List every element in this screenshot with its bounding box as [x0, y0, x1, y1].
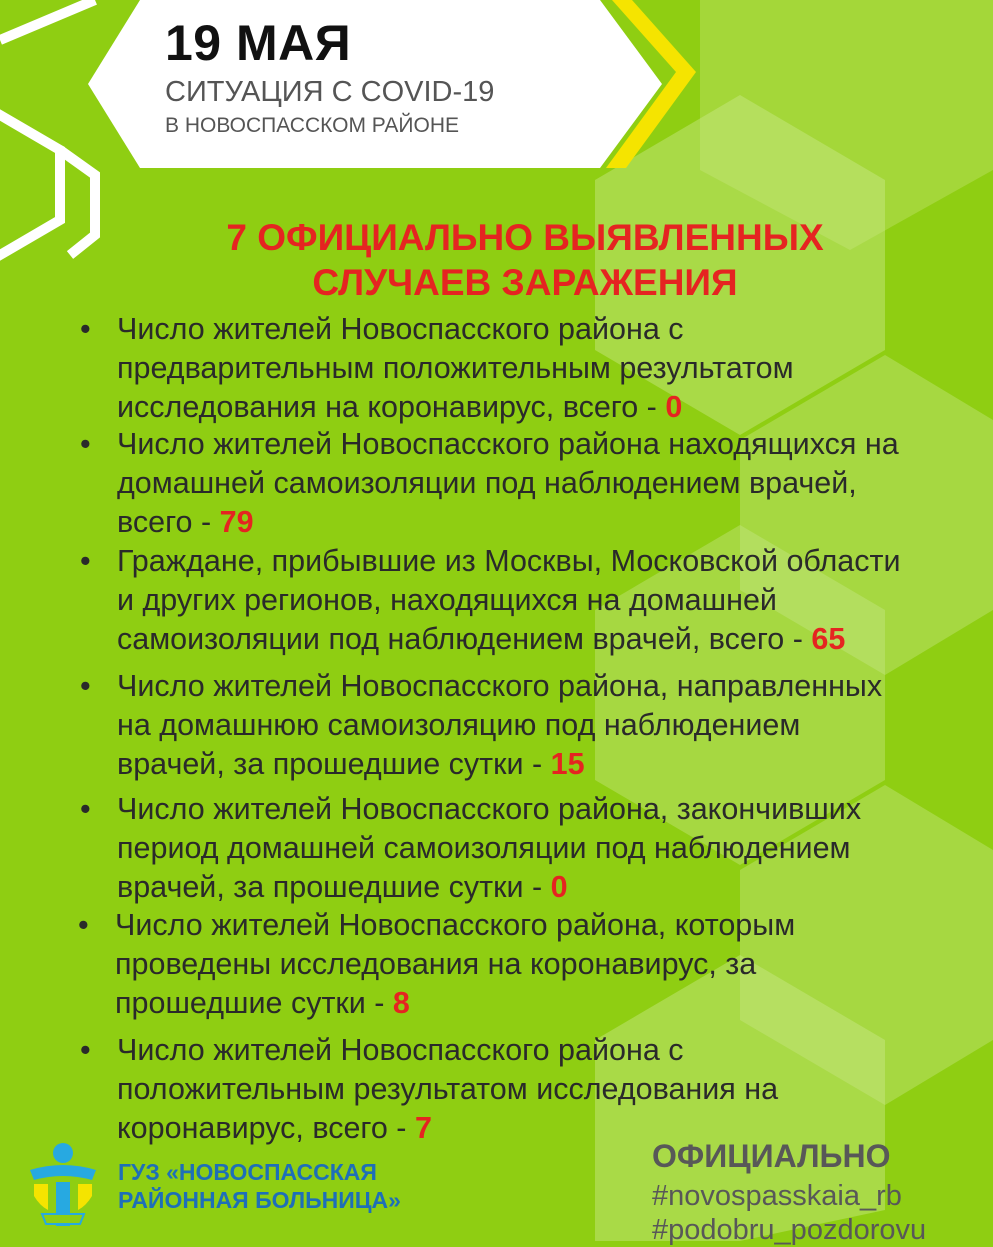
stat-text: Число жителей Новоспасского района, которым проведены исследования на коронавирус, за прошедшие сутки - 8	[115, 908, 796, 1020]
stat-text: Число жителей Новоспасского района находящихся на домашней самоизоляции под наблюдением врачей, всего - 79	[117, 427, 899, 539]
stat-value: 8	[392, 986, 410, 1020]
header-region: В НОВОСПАССКОМ РАЙОНЕ	[165, 114, 459, 137]
stat-item	[80, 667, 975, 784]
bullet-icon: •	[78, 908, 89, 942]
stat-value: 0	[550, 870, 568, 904]
stat-item	[80, 1031, 975, 1148]
headline-line1: 7 ОФИЦИАЛЬНО ВЫЯВЛЕННЫХ	[226, 217, 824, 258]
bullet-icon: •	[80, 1033, 91, 1067]
stat-item	[80, 425, 975, 542]
stat-value: 7	[414, 1111, 432, 1145]
bullet-icon: •	[80, 312, 91, 346]
stat-text: Число жителей Новоспасского района, направленных на домашнюю самоизоляцию под наблюдением врачей, за прошедшие сутки - 15	[117, 669, 883, 781]
stat-text: Число жителей Новоспасского района с положительным результатом исследования на коронавирус, всего - 7	[117, 1033, 779, 1145]
headline-line2: СЛУЧАЕВ ЗАРАЖЕНИЯ	[312, 262, 738, 303]
stat-value: 65	[811, 622, 846, 656]
stat-text: Граждане, прибывшие из Москвы, Московской области и других регионов, находящихся на домашней самоизоляции под наблюдением врачей, всего - 65	[117, 544, 901, 656]
stat-value: 0	[665, 390, 683, 424]
stat-text: Число жителей Новоспасского района с предварительным положительным результатом исследования на коронавирус, всего - 0	[117, 312, 794, 424]
header-date: 19 МАЯ	[165, 15, 352, 71]
organization-name: ГУЗ «НОВОСПАССКАЯ РАЙОННАЯ БОЛЬНИЦА»	[118, 1159, 401, 1213]
stat-item	[78, 906, 973, 1023]
stat-text: Число жителей Новоспасского района, закончивших период домашней самоизоляции под наблюдением врачей, за прошедшие сутки - 0	[117, 792, 862, 904]
bullet-icon: •	[80, 669, 91, 703]
hashtag-podobru: #podobru_pozdorovu	[652, 1214, 927, 1246]
stat-value: 15	[550, 747, 585, 781]
bullet-icon: •	[80, 792, 91, 826]
stat-item	[80, 790, 975, 907]
stat-value: 79	[219, 505, 254, 539]
bullet-icon: •	[80, 427, 91, 461]
hashtag-novospasskaia: #novospasskaia_rb	[652, 1180, 902, 1212]
bullet-icon: •	[80, 544, 91, 578]
official-label: ОФИЦИАЛЬНО	[652, 1138, 891, 1174]
hospital-logo-icon	[22, 1140, 104, 1230]
stat-item	[80, 542, 975, 659]
stat-item	[80, 310, 975, 427]
header-subtitle: СИТУАЦИЯ С COVID-19	[165, 76, 495, 108]
